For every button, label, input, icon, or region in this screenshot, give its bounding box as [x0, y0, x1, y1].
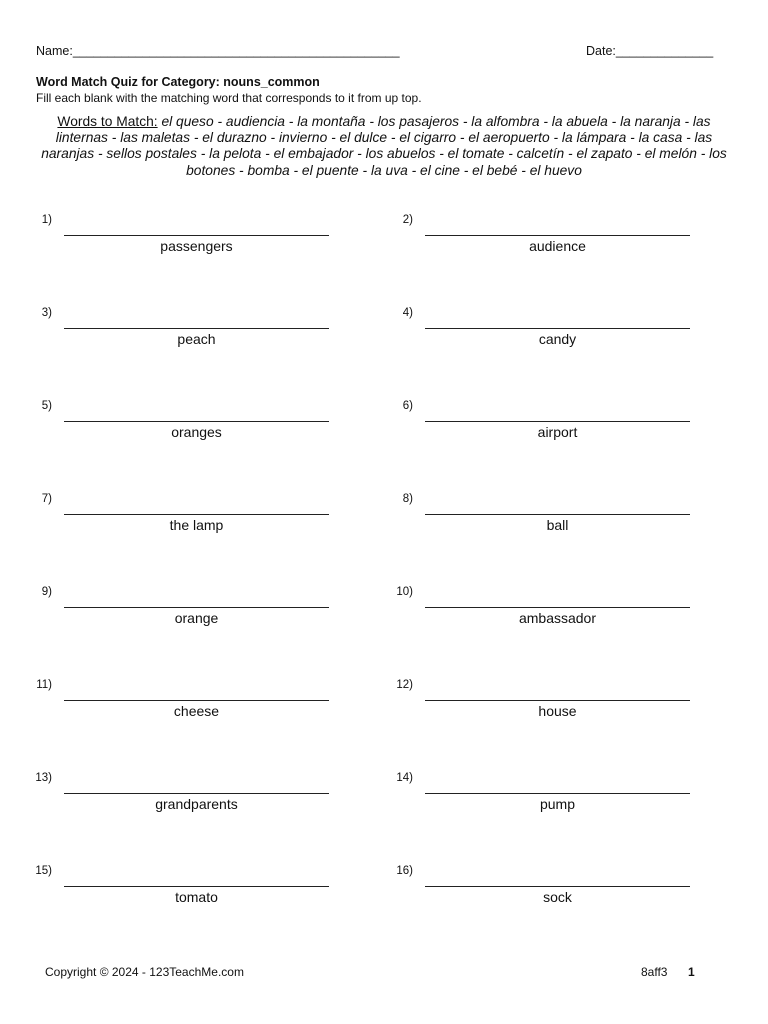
answer-blank[interactable]: [64, 700, 329, 701]
quiz-instructions: Fill each blank with the matching word that corresponds to it from up top.: [36, 91, 422, 105]
item-number: 15): [35, 865, 52, 877]
answer-blank[interactable]: [64, 421, 329, 422]
item-number: 8): [402, 493, 413, 505]
item-number: 14): [396, 772, 413, 784]
item-number: 1): [41, 214, 52, 226]
item-word: passengers: [160, 238, 233, 254]
answer-blank[interactable]: [64, 328, 329, 329]
quiz-title: Word Match Quiz for Category: nouns_common: [36, 75, 320, 89]
item-word: cheese: [173, 703, 220, 719]
word-bank-label: Words to Match:: [57, 114, 158, 129]
item-number: 10): [396, 586, 413, 598]
answer-blank[interactable]: [425, 421, 690, 422]
answer-blank[interactable]: [64, 886, 329, 887]
item-word: the lamp: [169, 517, 224, 533]
document-code: 8aff3: [641, 965, 668, 979]
item-number: 4): [402, 307, 413, 319]
item-number: 2): [402, 214, 413, 226]
item-word: audience: [529, 238, 586, 254]
item-number: 5): [41, 400, 52, 412]
item-word: airport: [537, 424, 578, 440]
answer-blank[interactable]: [425, 700, 690, 701]
item-word: pump: [539, 796, 576, 812]
item-word: candy: [538, 331, 577, 347]
answer-blank[interactable]: [64, 607, 329, 608]
word-bank: [36, 114, 732, 179]
answer-blank[interactable]: [425, 514, 690, 515]
item-word: peach: [177, 331, 216, 347]
copyright-text: Copyright © 2024 - 123TeachMe.com: [45, 965, 244, 979]
word-bank-words: el queso - audiencia - la montaña - los pasajeros - la alfombra - la abuela - la naranja - las linternas - las maletas - el durazno - invierno - el dulce - el cigarro - el aeropuerto - la lámpara - la casa - las naranjas - sellos postales - la pelota - el embajador - los abuelos - el tomate - calcetín - el zapato - el melón - los botones - bomba - el puente - la uva - el cine - el bebé - el huevo: [41, 114, 727, 178]
item-word: ball: [546, 517, 569, 533]
item-word: oranges: [171, 424, 222, 440]
item-number: 16): [396, 865, 413, 877]
answer-blank[interactable]: [425, 793, 690, 794]
item-number: 9): [41, 586, 52, 598]
item-word: sock: [543, 889, 572, 905]
item-number: 6): [402, 400, 413, 412]
date-field: Date:______________: [586, 44, 714, 58]
item-number: 3): [41, 307, 52, 319]
answer-blank[interactable]: [425, 607, 690, 608]
name-field: Name:_______________________________________________: [36, 44, 400, 58]
answer-blank[interactable]: [425, 235, 690, 236]
item-number: 11): [36, 679, 52, 691]
answer-blank[interactable]: [425, 328, 690, 329]
item-word: house: [538, 703, 577, 719]
item-word: tomato: [175, 889, 218, 905]
item-number: 12): [396, 679, 413, 691]
item-number: 7): [41, 493, 52, 505]
item-word: grandparents: [155, 796, 238, 812]
answer-blank[interactable]: [64, 235, 329, 236]
page-number: 1: [688, 965, 695, 979]
answer-blank[interactable]: [64, 793, 329, 794]
answer-blank[interactable]: [425, 886, 690, 887]
item-number: 13): [35, 772, 52, 784]
item-word: orange: [174, 610, 219, 626]
answer-blank[interactable]: [64, 514, 329, 515]
item-word: ambassador: [518, 610, 597, 626]
